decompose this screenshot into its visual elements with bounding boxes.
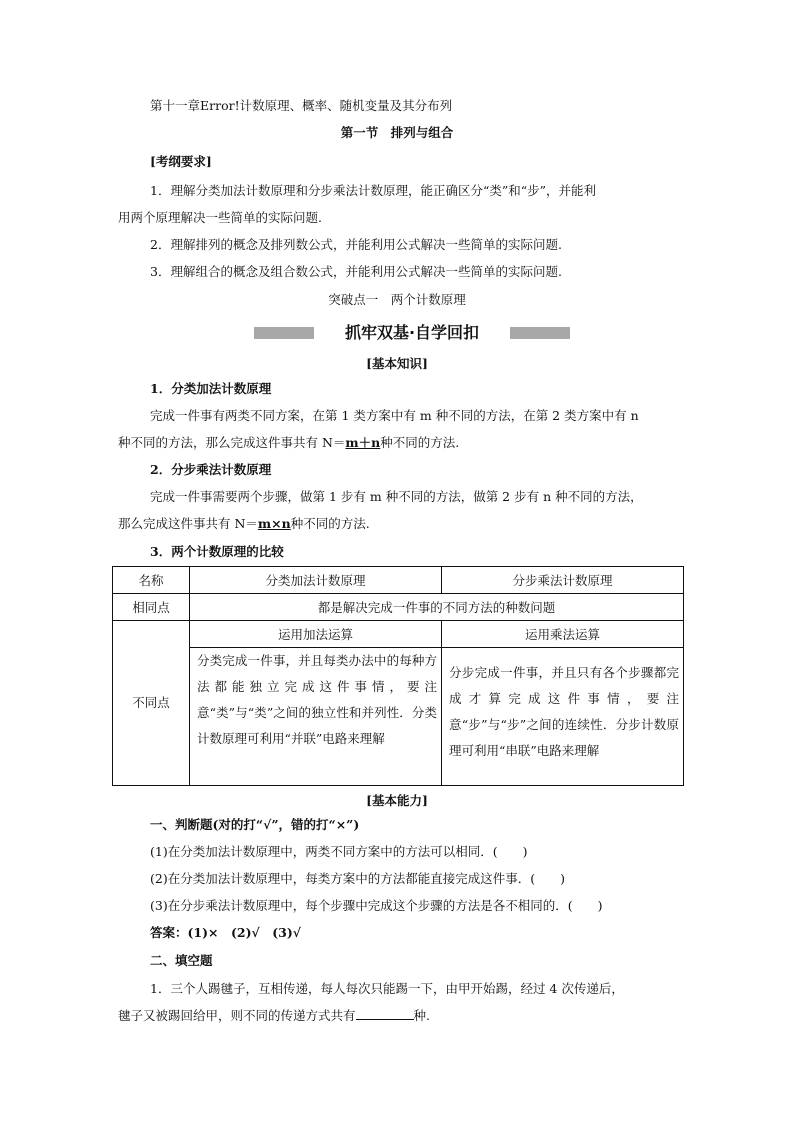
- breakthrough-title: 突破点一 两个计数原理: [328, 292, 466, 307]
- add-desc: 分类完成一件事，并且每类办法中的每种方法都能独立完成这件事情，要注意“类”与“类”之间的独立性和并列性．分类计数原理可利用“并联”电路来理解: [197, 653, 437, 746]
- add-principle-line-2: [118, 433, 459, 451]
- add-principle-post: 种不同的方法.: [380, 435, 460, 450]
- fill-q1-line-2: [118, 1006, 430, 1024]
- table-hline-1: [113, 593, 683, 594]
- table-hline-2: [113, 620, 683, 621]
- fill-title: 二、填空题: [150, 953, 213, 968]
- add-op: 运用加法运算: [277, 627, 353, 642]
- basic-knowledge-heading: [基本知识]: [366, 356, 428, 371]
- comparison-table: [112, 566, 684, 786]
- add-principle-pre: 种不同的方法，那么完成这件事共有 N＝: [118, 435, 346, 450]
- fill-q1-post: 种.: [413, 1008, 430, 1023]
- row-same-label: 相同点: [132, 600, 170, 615]
- add-formula: m＋n: [345, 435, 381, 450]
- mul-op: 运用乘法运算: [524, 627, 600, 642]
- basic-ability-heading: [基本能力]: [366, 793, 428, 808]
- mul-formula: m×n: [257, 516, 291, 531]
- row-same-value: 都是解决完成一件事的不同方法的种数问题: [317, 600, 556, 615]
- judge-answer: 答案：(1)× (2)√ (3)√: [150, 925, 301, 940]
- syllabus-item-1-line-2: 用两个原理解决一些简单的实际问题.: [118, 210, 322, 225]
- judge-q3: (3)在分步乘法计数原理中，每个步骤中完成这个步骤的方法是各不相同的．( ): [150, 898, 603, 913]
- mul-principle-post: 种不同的方法.: [290, 516, 370, 531]
- mul-principle-title: 2．分步乘法计数原理: [150, 462, 272, 477]
- mul-principle-line-1: 完成一件事需要两个步骤，做第 1 步有 m 种不同的方法，做第 2 步有 n 种不同的方法，: [150, 489, 643, 504]
- table-vline-2b: [441, 620, 442, 785]
- syllabus-heading: [考纲要求]: [150, 154, 212, 169]
- judge-q2: (2)在分类加法计数原理中，每类方案中的方法都能直接完成这件事．( ): [150, 871, 565, 886]
- fill-q1-line-1: 1．三个人踢毽子，互相传递，每人每次只能踢一下，由甲开始踢，经过 4 次传递后，: [150, 981, 624, 996]
- header-add: 分类加法计数原理: [265, 573, 366, 588]
- add-principle-title: 1．分类加法计数原理: [150, 381, 272, 396]
- syllabus-item-2: 2．理解排列的概念及排列数公式，并能利用公式解决一些简单的实际问题.: [150, 237, 562, 252]
- banner-text: 抓牢双基·自学回扣: [344, 323, 480, 342]
- syllabus-item-1-line-1: 1．理解分类加法计数原理和分步乘法计数原理，能正确区分“类”和“步”，并能利: [150, 183, 597, 198]
- mul-principle-pre: 那么完成这件事共有 N＝: [118, 516, 258, 531]
- row-diff-label: 不同点: [132, 695, 170, 710]
- chapter-title: 第十一章Error!计数原理、概率、随机变量及其分布列: [150, 98, 453, 113]
- syllabus-item-3: 3．理解组合的概念及组合数公式，并能利用公式解决一些简单的实际问题.: [150, 264, 562, 279]
- fill-q1-pre: 毽子又被踢回给甲，则不同的传递方式共有: [118, 1008, 356, 1023]
- judge-title: 一、判断题(对的打“√”，错的打“×”): [150, 817, 360, 832]
- header-mul: 分步乘法计数原理: [512, 573, 613, 588]
- add-principle-line-1: 完成一件事有两类不同方案，在第 1 类方案中有 m 种不同的方法，在第 2 类方案中有 n: [150, 408, 639, 423]
- judge-q1: (1)在分类加法计数原理中，两类不同方案中的方法可以相同．( ): [150, 844, 528, 859]
- mul-principle-line-2: [118, 514, 370, 532]
- comparison-title: 3．两个计数原理的比较: [150, 544, 284, 559]
- header-name: 名称: [138, 573, 164, 588]
- section-banner: [254, 322, 570, 344]
- mul-desc: 分步完成一件事，并且只有各个步骤都完成才算完成这件事情，要注意“步”与“步”之间的连续性．分步计数原理可利用“串联”电路来理解: [449, 665, 679, 758]
- banner-bar-left: [254, 327, 314, 339]
- section-title: 第一节 排列与组合: [340, 125, 454, 140]
- banner-bar-right: [510, 327, 570, 339]
- answer-blank[interactable]: [356, 1007, 414, 1020]
